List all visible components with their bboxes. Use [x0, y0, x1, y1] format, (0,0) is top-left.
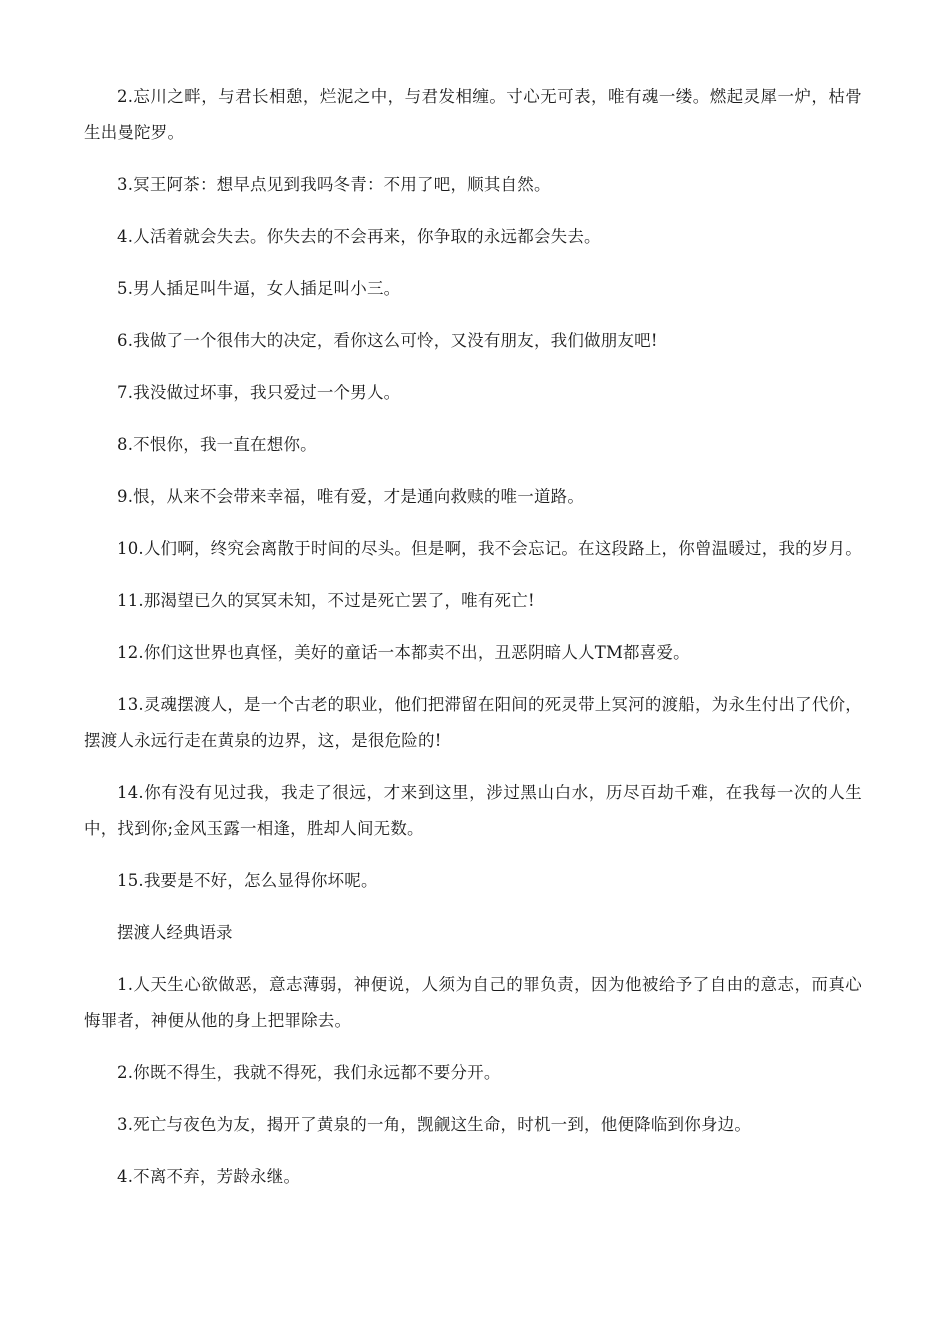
quote-paragraph: 11.那渴望已久的冥冥未知，不过是死亡罢了，唯有死亡!	[117, 591, 535, 610]
quote-paragraph: 7.我没做过坏事，我只爱过一个男人。	[117, 383, 401, 402]
quote-paragraph: 8.不恨你，我一直在想你。	[117, 435, 317, 454]
quote-paragraph: 10.人们啊，终究会离散于时间的尽头。但是啊，我不会忘记。在这段路上，你曾温暖过，我的岁月。	[117, 539, 862, 558]
quote-paragraph: 2.忘川之畔，与君长相憩，烂泥之中，与君发相缠。寸心无可表，唯有魂一缕。燃起灵犀一炉，枯骨生出曼陀罗。	[84, 87, 862, 142]
quote-paragraph: 3.死亡与夜色为友，揭开了黄泉的一角，觊觎这生命，时机一到，他便降临到你身边。	[117, 1115, 752, 1134]
quote-paragraph: 4.不离不弃，芳龄永继。	[117, 1167, 301, 1186]
quote-paragraph: 4.人活着就会失去。你失去的不会再来，你争取的永远都会失去。	[117, 227, 601, 246]
quote-paragraph: 1.人天生心欲做恶，意志薄弱，神便说，人须为自己的罪负责，因为他被给予了自由的意志，而真心悔罪者，神便从他的身上把罪除去。	[84, 975, 862, 1030]
quote-paragraph: 13.灵魂摆渡人，是一个古老的职业，他们把滞留在阳间的死灵带上冥河的渡船，为永生付出了代价，摆渡人永远行走在黄泉的边界，这，是很危险的!	[84, 695, 862, 750]
quote-paragraph: 9.恨，从来不会带来幸福，唯有爱，才是通向救赎的唯一道路。	[117, 487, 585, 506]
quote-paragraph: 6.我做了一个很伟大的决定，看你这么可怜，又没有朋友，我们做朋友吧!	[117, 331, 658, 350]
section-heading: 摆渡人经典语录	[117, 923, 233, 942]
quote-paragraph: 14.你有没有见过我，我走了很远，才来到这里，涉过黑山白水，历尽百劫千难，在我每一次的人生中，找到你;金风玉露一相逢，胜却人间无数。	[84, 783, 862, 838]
quote-paragraph: 2.你既不得生，我就不得死，我们永远都不要分开。	[117, 1063, 501, 1082]
quote-paragraph: 3.冥王阿茶：想早点见到我吗冬青：不用了吧，顺其自然。	[117, 175, 551, 194]
quote-paragraph: 15.我要是不好，怎么显得你坏呢。	[117, 871, 378, 890]
quote-paragraph: 12.你们这世界也真怪，美好的童话一本都卖不出，丑恶阴暗人人TM都喜爱。	[117, 643, 690, 662]
quote-paragraph: 5.男人插足叫牛逼，女人插足叫小三。	[117, 279, 401, 298]
